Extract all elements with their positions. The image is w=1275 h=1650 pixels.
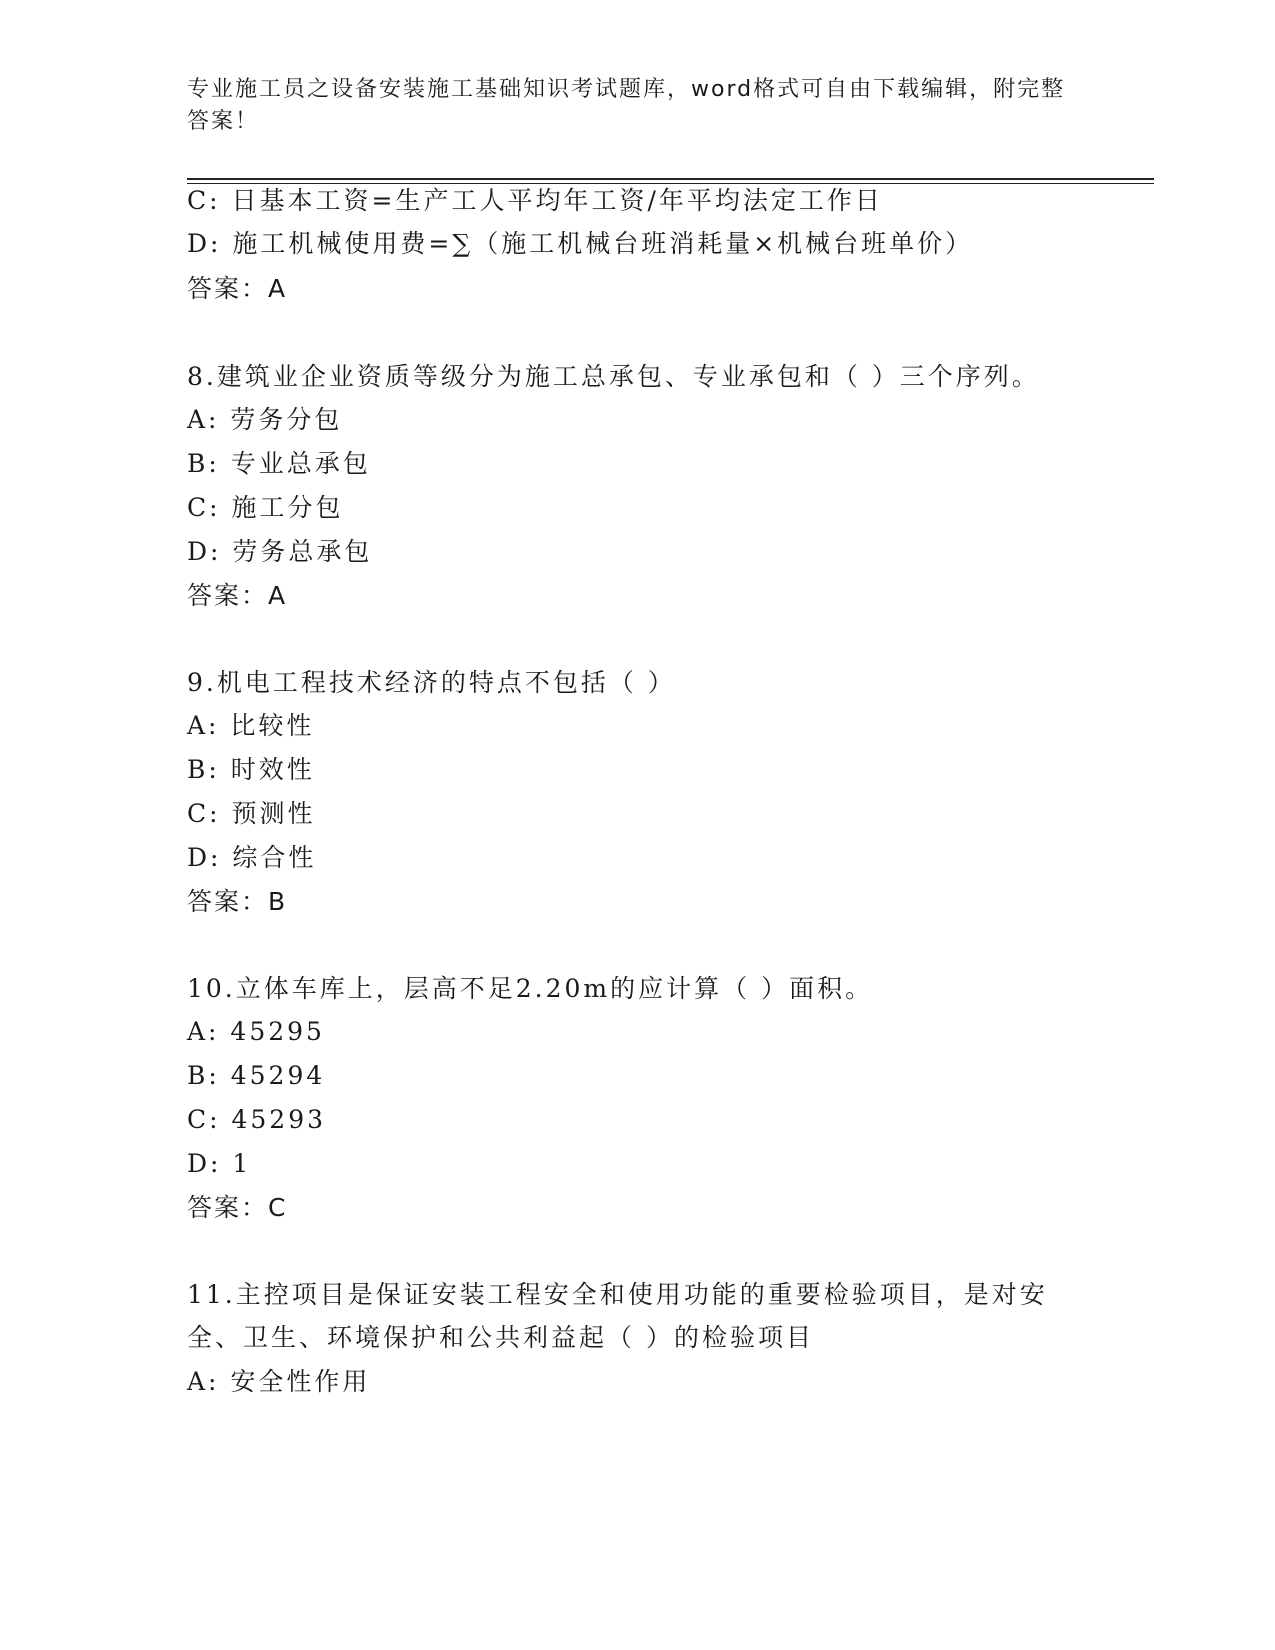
document-header: 专业施工员之设备安装施工基础知识考试题库，word格式可自由下载编辑，附完整答案！ (187, 77, 1066, 134)
option-line: D: 1 (187, 1149, 252, 1178)
option-line: B: 专业总承包 (187, 449, 371, 478)
option-line: A: 比较性 (187, 711, 315, 740)
question-line: 全、卫生、环境保护和公共利益起（ ）的检验项目 (187, 1323, 814, 1352)
answer-line: 答案：C (187, 1193, 288, 1222)
option-line: B: 时效性 (187, 755, 315, 784)
answer-line: 答案：B (187, 887, 288, 916)
option-line: A: 劳务分包 (187, 405, 343, 434)
option-line: D: 劳务总承包 (187, 537, 373, 566)
option-line: C: 45293 (187, 1105, 327, 1134)
question-line: 11.主控项目是保证安装工程安全和使用功能的重要检验项目，是对安 (187, 1280, 1048, 1309)
question-line: 8.建筑业企业资质等级分为施工总承包、专业承包和（ ）三个序列。 (187, 362, 1040, 391)
option-line: A: 安全性作用 (187, 1367, 371, 1396)
answer-line: 答案：A (187, 581, 288, 610)
header-divider-thick (187, 178, 1154, 180)
option-line: C: 预测性 (187, 799, 316, 828)
option-line: C: 施工分包 (187, 493, 344, 522)
option-line: D: 综合性 (187, 843, 317, 872)
header-divider-thin (187, 183, 1154, 184)
question-line: 9.机电工程技术经济的特点不包括（ ） (187, 668, 676, 697)
option-line: D: 施工机械使用费=∑（施工机械台班消耗量×机械台班单价） (187, 229, 974, 258)
answer-line: 答案：A (187, 274, 288, 303)
question-line: 10.立体车库上，层高不足2.20m的应计算（ ）面积。 (187, 974, 874, 1003)
option-line: B: 45294 (187, 1061, 326, 1090)
option-line: C: 日基本工资=生产工人平均年工资/年平均法定工作日 (187, 186, 883, 215)
option-line: A: 45295 (187, 1017, 325, 1046)
